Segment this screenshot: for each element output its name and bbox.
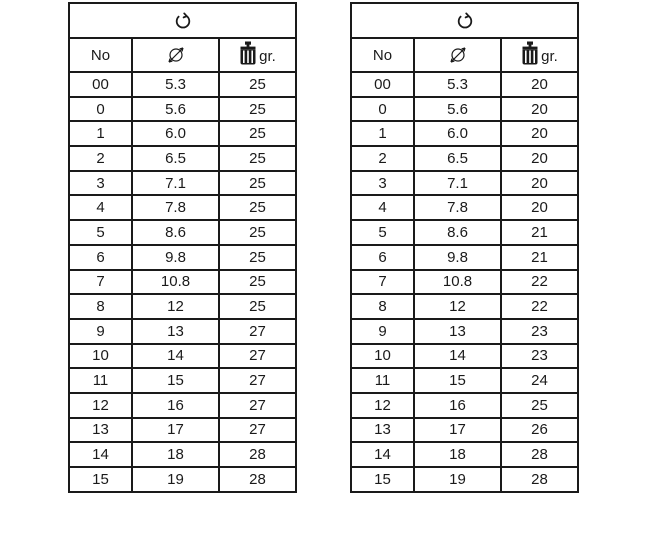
cell-number: 00	[351, 72, 414, 97]
cell-number: 0	[69, 97, 132, 122]
table-row	[351, 467, 578, 492]
cell-diameter: 18	[414, 442, 501, 467]
cell-diameter: 13	[414, 319, 501, 344]
cell-diameter: 19	[414, 467, 501, 492]
cell-number: 5	[69, 220, 132, 245]
cell-diameter: 9.8	[414, 245, 501, 270]
cell-diameter: 16	[132, 393, 219, 418]
cell-number: 6	[351, 245, 414, 270]
cell-diameter: 12	[414, 294, 501, 319]
weight-unit-label: gr.	[259, 48, 276, 65]
weight-icon	[521, 41, 539, 65]
table-row	[69, 72, 296, 97]
cell-weight: 20	[501, 72, 578, 97]
cell-number: 00	[69, 72, 132, 97]
table-row	[351, 146, 578, 171]
table-row	[351, 344, 578, 369]
cell-number: 11	[351, 368, 414, 393]
cell-weight: 25	[219, 294, 296, 319]
cell-diameter: 6.0	[132, 121, 219, 146]
cell-diameter: 7.1	[414, 171, 501, 196]
cell-weight: 23	[501, 344, 578, 369]
cell-number: 12	[69, 393, 132, 418]
cell-number: 1	[351, 121, 414, 146]
cell-diameter: 15	[414, 368, 501, 393]
table-row	[351, 368, 578, 393]
table-row	[69, 467, 296, 492]
cell-weight: 28	[501, 467, 578, 492]
cell-number: 15	[69, 467, 132, 492]
cell-number: 9	[69, 319, 132, 344]
cell-weight: 20	[501, 146, 578, 171]
cell-diameter: 10.8	[414, 270, 501, 295]
cell-weight: 20	[501, 195, 578, 220]
cell-diameter: 6.0	[414, 121, 501, 146]
table-row	[69, 294, 296, 319]
counterclockwise-arrow-icon	[455, 11, 475, 31]
cell-weight: 25	[219, 195, 296, 220]
table-body-right	[351, 72, 578, 492]
column-header-row	[69, 38, 296, 72]
cell-weight: 22	[501, 270, 578, 295]
cell-diameter: 16	[414, 393, 501, 418]
table-row	[69, 220, 296, 245]
cell-number: 12	[351, 393, 414, 418]
cell-weight: 26	[501, 418, 578, 443]
diameter-icon	[448, 45, 468, 65]
cell-diameter: 5.6	[132, 97, 219, 122]
weight-icon	[239, 41, 257, 65]
table-row	[69, 121, 296, 146]
table-row	[69, 146, 296, 171]
table-row	[69, 319, 296, 344]
table-row	[351, 72, 578, 97]
cell-number: 14	[351, 442, 414, 467]
table-row	[69, 195, 296, 220]
cell-number: 7	[351, 270, 414, 295]
cell-number: 0	[351, 97, 414, 122]
table-row	[351, 195, 578, 220]
cell-diameter: 7.8	[132, 195, 219, 220]
column-header-row	[351, 38, 578, 72]
table-row	[69, 344, 296, 369]
header-number: No	[69, 38, 132, 72]
size-table-right	[350, 2, 579, 493]
cell-weight: 20	[501, 97, 578, 122]
header-diameter	[414, 38, 501, 72]
cell-number: 10	[69, 344, 132, 369]
size-table-left	[68, 2, 297, 493]
cell-number: 15	[351, 467, 414, 492]
cell-number: 8	[351, 294, 414, 319]
cell-diameter: 7.1	[132, 171, 219, 196]
table-row	[69, 368, 296, 393]
cell-weight: 27	[219, 344, 296, 369]
cell-diameter: 19	[132, 467, 219, 492]
cell-weight: 27	[219, 393, 296, 418]
cell-number: 5	[351, 220, 414, 245]
cell-number: 7	[69, 270, 132, 295]
cell-number: 2	[69, 146, 132, 171]
cell-diameter: 12	[132, 294, 219, 319]
cell-weight: 27	[219, 368, 296, 393]
counterclockwise-arrow-icon	[173, 11, 193, 31]
cell-diameter: 7.8	[414, 195, 501, 220]
cell-diameter: 5.3	[132, 72, 219, 97]
cell-number: 9	[351, 319, 414, 344]
table-row	[69, 97, 296, 122]
table-row	[69, 270, 296, 295]
header-weight	[219, 38, 296, 72]
header-diameter	[132, 38, 219, 72]
cell-weight: 25	[219, 72, 296, 97]
table-row	[351, 220, 578, 245]
cell-diameter: 14	[414, 344, 501, 369]
cell-weight: 28	[219, 442, 296, 467]
table-row	[351, 294, 578, 319]
table-body-left	[69, 72, 296, 492]
cell-weight: 28	[219, 467, 296, 492]
table-row	[351, 393, 578, 418]
header-weight	[501, 38, 578, 72]
table-row	[69, 418, 296, 443]
cell-diameter: 6.5	[132, 146, 219, 171]
cell-number: 3	[69, 171, 132, 196]
cell-diameter: 17	[132, 418, 219, 443]
rotation-header-cell	[69, 3, 296, 38]
cell-number: 13	[351, 418, 414, 443]
cell-diameter: 6.5	[414, 146, 501, 171]
cell-diameter: 5.3	[414, 72, 501, 97]
cell-weight: 25	[219, 121, 296, 146]
table-row	[69, 442, 296, 467]
cell-weight: 27	[219, 418, 296, 443]
cell-number: 14	[69, 442, 132, 467]
cell-diameter: 18	[132, 442, 219, 467]
cell-number: 13	[69, 418, 132, 443]
cell-diameter: 10.8	[132, 270, 219, 295]
cell-weight: 28	[501, 442, 578, 467]
cell-number: 4	[351, 195, 414, 220]
cell-number: 1	[69, 121, 132, 146]
cell-diameter: 5.6	[414, 97, 501, 122]
cell-number: 4	[69, 195, 132, 220]
rotation-header-row	[69, 3, 296, 38]
cell-weight: 25	[219, 146, 296, 171]
table-row	[351, 121, 578, 146]
cell-weight: 20	[501, 171, 578, 196]
table-row	[351, 270, 578, 295]
rotation-header-row	[351, 3, 578, 38]
cell-weight: 25	[501, 393, 578, 418]
cell-number: 11	[69, 368, 132, 393]
cell-weight: 20	[501, 121, 578, 146]
cell-diameter: 15	[132, 368, 219, 393]
cell-diameter: 8.6	[132, 220, 219, 245]
table-row	[351, 319, 578, 344]
table-row	[69, 171, 296, 196]
table-row	[69, 393, 296, 418]
cell-weight: 25	[219, 97, 296, 122]
cell-weight: 27	[219, 319, 296, 344]
cell-number: 8	[69, 294, 132, 319]
cell-weight: 21	[501, 220, 578, 245]
table-row	[69, 245, 296, 270]
cell-diameter: 8.6	[414, 220, 501, 245]
cell-diameter: 17	[414, 418, 501, 443]
table-row	[351, 245, 578, 270]
cell-weight: 22	[501, 294, 578, 319]
weight-unit-label: gr.	[541, 48, 558, 65]
table-row	[351, 97, 578, 122]
cell-weight: 25	[219, 270, 296, 295]
cell-diameter: 9.8	[132, 245, 219, 270]
cell-number: 10	[351, 344, 414, 369]
cell-diameter: 13	[132, 319, 219, 344]
cell-weight: 25	[219, 220, 296, 245]
cell-number: 3	[351, 171, 414, 196]
cell-weight: 23	[501, 319, 578, 344]
diameter-icon	[166, 45, 186, 65]
cell-diameter: 14	[132, 344, 219, 369]
table-row	[351, 418, 578, 443]
cell-weight: 25	[219, 171, 296, 196]
header-number: No	[351, 38, 414, 72]
table-row	[351, 171, 578, 196]
cell-weight: 24	[501, 368, 578, 393]
cell-weight: 25	[219, 245, 296, 270]
cell-weight: 21	[501, 245, 578, 270]
cell-number: 6	[69, 245, 132, 270]
rotation-header-cell	[351, 3, 578, 38]
cell-number: 2	[351, 146, 414, 171]
table-row	[351, 442, 578, 467]
